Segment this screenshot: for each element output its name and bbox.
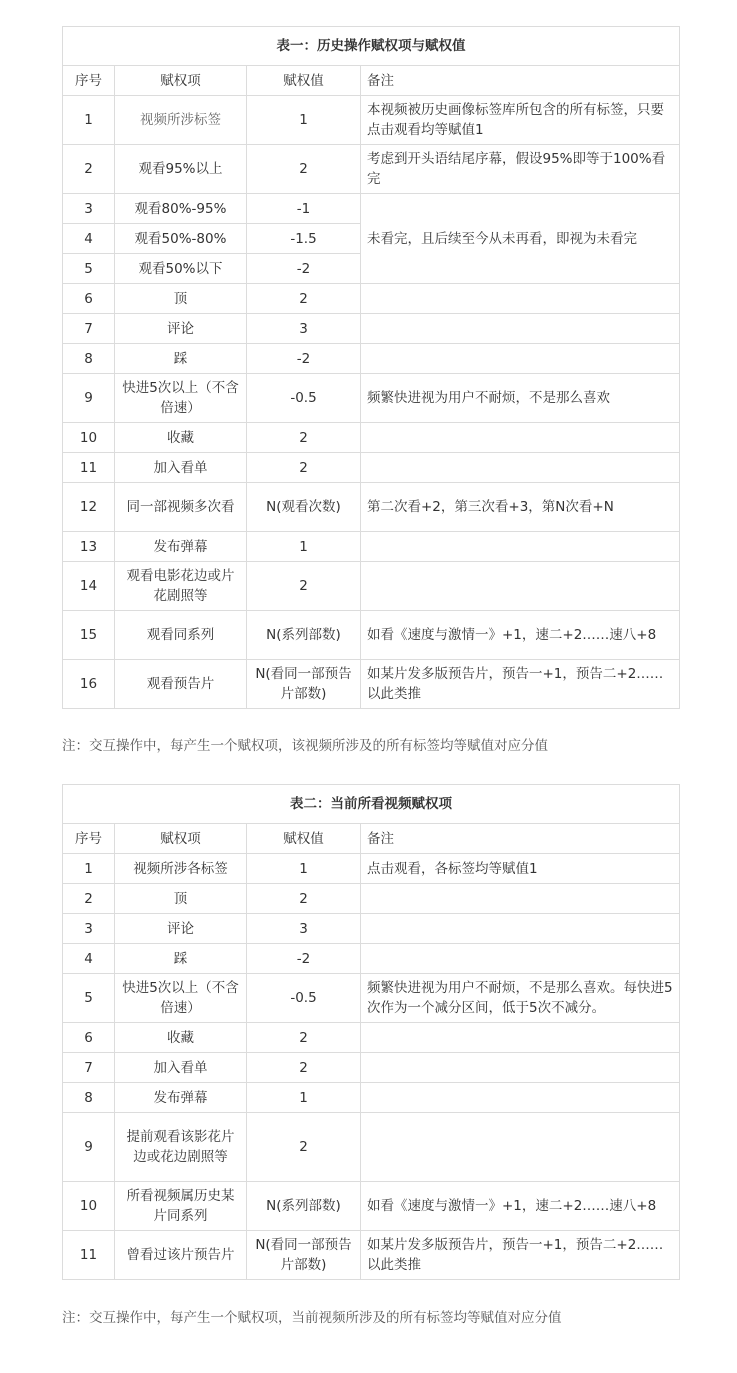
table-row: [63, 423, 680, 453]
row-number: 8: [63, 1083, 115, 1113]
row-value: 2: [247, 1053, 361, 1083]
table-row: [63, 611, 680, 660]
row-note: [361, 914, 680, 944]
row-number: 2: [63, 884, 115, 914]
row-item: 视频所涉标签: [115, 96, 247, 145]
row-item: 观看同系列: [115, 611, 247, 660]
row-number: 12: [63, 483, 115, 532]
row-note: [361, 884, 680, 914]
table-row: [63, 660, 680, 709]
row-value: 3: [247, 314, 361, 344]
row-note: 第二次看+2，第三次看+3，第N次看+N: [361, 483, 680, 532]
row-item: 快进5次以上（不含倍速）: [115, 374, 247, 423]
row-number: 4: [63, 224, 115, 254]
row-value: N(看同一部预告片部数): [247, 660, 361, 709]
row-number: 14: [63, 562, 115, 611]
row-value: N(看同一部预告片部数): [247, 1231, 361, 1280]
row-value: 1: [247, 532, 361, 562]
table-row: [63, 1113, 680, 1182]
table-row: [63, 1182, 680, 1231]
row-number: 6: [63, 284, 115, 314]
row-item: 观看50%-80%: [115, 224, 247, 254]
row-value: 2: [247, 145, 361, 194]
row-item: 评论: [115, 914, 247, 944]
row-number: 8: [63, 344, 115, 374]
row-number: 2: [63, 145, 115, 194]
column-header-note: 备注: [361, 66, 680, 96]
row-value: 2: [247, 884, 361, 914]
table-row: [63, 194, 680, 224]
row-note: 频繁快进视为用户不耐烦，不是那么喜欢。每快进5次作为一个减分区间，低于5次不减分。: [361, 974, 680, 1023]
column-header-item: 赋权项: [115, 824, 247, 854]
row-value: N(系列部数): [247, 611, 361, 660]
row-note: 考虑到开头语结尾序幕，假设95%即等于100%看完: [361, 145, 680, 194]
row-note: 如看《速度与激情一》+1，速二+2……速八+8: [361, 1182, 680, 1231]
table-row: [63, 145, 680, 194]
row-item: 提前观看该影花片边或花边剧照等: [115, 1113, 247, 1182]
table-row: [63, 532, 680, 562]
row-note: [361, 453, 680, 483]
row-note: 如某片发多版预告片，预告一+1，预告二+2……以此类推: [361, 660, 680, 709]
row-item: 顶: [115, 884, 247, 914]
table-title: 表一：历史操作赋权项与赋权值: [63, 27, 680, 66]
row-value: 1: [247, 96, 361, 145]
table-history-weights: [62, 26, 680, 709]
row-note: [361, 944, 680, 974]
table-row: [63, 1231, 680, 1280]
table-row: [63, 944, 680, 974]
table-current-weights: [62, 784, 680, 1280]
row-item: 所看视频属历史某片同系列: [115, 1182, 247, 1231]
table-row: [63, 914, 680, 944]
row-value: 1: [247, 854, 361, 884]
column-header-note: 备注: [361, 824, 680, 854]
row-number: 1: [63, 96, 115, 145]
row-item: 同一部视频多次看: [115, 483, 247, 532]
row-number: 13: [63, 532, 115, 562]
row-number: 15: [63, 611, 115, 660]
table-header-row: [63, 824, 680, 854]
document-page: [62, 26, 679, 1328]
row-value: 2: [247, 1113, 361, 1182]
row-value: 2: [247, 284, 361, 314]
table-row: [63, 974, 680, 1023]
row-item: 加入看单: [115, 453, 247, 483]
table-header-row: [63, 66, 680, 96]
row-value: 3: [247, 914, 361, 944]
row-value: -1.5: [247, 224, 361, 254]
row-value: 1: [247, 1083, 361, 1113]
row-value: N(观看次数): [247, 483, 361, 532]
column-header-num: 序号: [63, 824, 115, 854]
row-item: 快进5次以上（不含倍速）: [115, 974, 247, 1023]
row-item: 曾看过该片预告片: [115, 1231, 247, 1280]
table-row: [63, 1083, 680, 1113]
table-row: [63, 1053, 680, 1083]
row-number: 6: [63, 1023, 115, 1053]
row-note: [361, 1053, 680, 1083]
table-title: 表二：当前所看视频赋权项: [63, 785, 680, 824]
row-value: -0.5: [247, 974, 361, 1023]
row-item: 收藏: [115, 423, 247, 453]
row-number: 9: [63, 1113, 115, 1182]
table-row: [63, 562, 680, 611]
row-value: 2: [247, 1023, 361, 1053]
row-value: -2: [247, 344, 361, 374]
row-number: 11: [63, 453, 115, 483]
column-header-item: 赋权项: [115, 66, 247, 96]
row-number: 3: [63, 914, 115, 944]
table-row: [63, 453, 680, 483]
row-item: 视频所涉各标签: [115, 854, 247, 884]
row-note: [361, 344, 680, 374]
row-value: -2: [247, 254, 361, 284]
row-value: -0.5: [247, 374, 361, 423]
row-item: 观看80%-95%: [115, 194, 247, 224]
row-item: 收藏: [115, 1023, 247, 1053]
table-row: [63, 884, 680, 914]
row-number: 5: [63, 974, 115, 1023]
row-note: 本视频被历史画像标签库所包含的所有标签，只要点击观看均等赋值1: [361, 96, 680, 145]
row-note: [361, 1083, 680, 1113]
row-item: 发布弹幕: [115, 1083, 247, 1113]
row-item: 观看95%以上: [115, 145, 247, 194]
row-number: 7: [63, 314, 115, 344]
row-value: N(系列部数): [247, 1182, 361, 1231]
table-row: [63, 483, 680, 532]
row-number: 10: [63, 1182, 115, 1231]
row-number: 4: [63, 944, 115, 974]
row-value: 2: [247, 453, 361, 483]
row-note: [361, 1023, 680, 1053]
row-note-merged: 未看完，且后续至今从未再看，即视为未看完: [361, 194, 680, 284]
row-note: 如看《速度与激情一》+1，速二+2……速八+8: [361, 611, 680, 660]
column-header-num: 序号: [63, 66, 115, 96]
table-row: [63, 96, 680, 145]
row-item: 踩: [115, 944, 247, 974]
table-row: [63, 284, 680, 314]
row-value: -1: [247, 194, 361, 224]
row-note: 如某片发多版预告片，预告一+1，预告二+2……以此类推: [361, 1231, 680, 1280]
row-item: 顶: [115, 284, 247, 314]
table-row: [63, 374, 680, 423]
row-item: 评论: [115, 314, 247, 344]
column-header-value: 赋权值: [247, 66, 361, 96]
row-note: [361, 314, 680, 344]
row-item: 观看50%以下: [115, 254, 247, 284]
table2-footnote: 注：交互操作中，每产生一个赋权项，当前视频所涉及的所有标签均等赋值对应分值: [62, 1310, 562, 1326]
row-note: 点击观看，各标签均等赋值1: [361, 854, 680, 884]
row-note: [361, 532, 680, 562]
column-header-value: 赋权值: [247, 824, 361, 854]
table-row: [63, 1023, 680, 1053]
table-row: [63, 344, 680, 374]
row-note: 频繁快进视为用户不耐烦，不是那么喜欢: [361, 374, 680, 423]
row-number: 1: [63, 854, 115, 884]
table-row: [63, 314, 680, 344]
table-row: [63, 854, 680, 884]
row-item: 观看电影花边或片花剧照等: [115, 562, 247, 611]
row-number: 7: [63, 1053, 115, 1083]
row-note: [361, 284, 680, 314]
row-note: [361, 423, 680, 453]
row-value: 2: [247, 562, 361, 611]
row-item: 发布弹幕: [115, 532, 247, 562]
row-number: 16: [63, 660, 115, 709]
row-number: 3: [63, 194, 115, 224]
row-number: 10: [63, 423, 115, 453]
row-value: -2: [247, 944, 361, 974]
row-number: 9: [63, 374, 115, 423]
row-item: 踩: [115, 344, 247, 374]
row-item: 观看预告片: [115, 660, 247, 709]
row-item: 加入看单: [115, 1053, 247, 1083]
row-number: 11: [63, 1231, 115, 1280]
table1-footnote: 注：交互操作中，每产生一个赋权项，该视频所涉及的所有标签均等赋值对应分值: [62, 738, 548, 754]
row-value: 2: [247, 423, 361, 453]
row-number: 5: [63, 254, 115, 284]
row-note: [361, 1113, 680, 1182]
row-note: [361, 562, 680, 611]
